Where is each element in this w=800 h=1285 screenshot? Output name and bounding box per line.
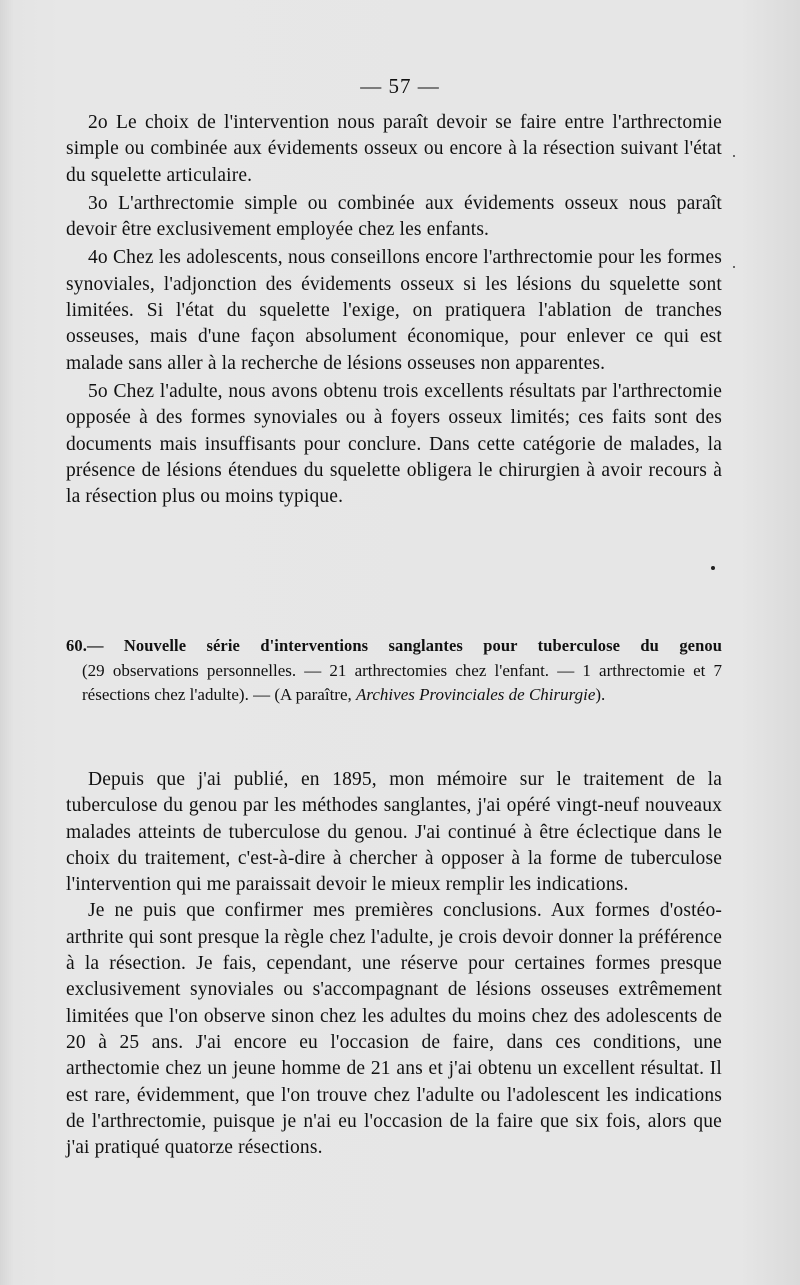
stray-dot-mark bbox=[711, 566, 715, 570]
page-number: — 57 — bbox=[360, 74, 440, 98]
conclusion-paragraph-4: 4o Chez les adolescents, nous conseillons encore l'arthrectomie pour les formes synoviales, l'adjonction des évidements osseux si les lésions du squelette sont limitées. Si l'état du squelette l'exige, on pratiquera l'ablation de tranches osseuses, mais d'une façon absolument économique, pour enlever ce qui est malade sans aller à la recherche de lésions osseuses non apparentes. bbox=[66, 247, 722, 374]
conclusion-paragraph-3: 3o L'arthrectomie simple ou combinée aux évidements osseux nous paraît devoir être exclusivement employée chez les enfants. bbox=[66, 192, 722, 241]
entry-number: 60. bbox=[66, 636, 87, 655]
body-section bbox=[66, 767, 722, 1161]
conclusion-paragraph-2: 2o Le choix de l'intervention nous paraît devoir se faire entre l'arthrectomie simple ou combinée aux évidements osseux ou encore à la résection suivant l'état du squelette articulaire. bbox=[66, 112, 722, 186]
body-paragraph: Depuis que j'ai publié, en 1895, mon mémoire sur le traitement de la tuberculose du genou par les méthodes sanglantes, j'ai opéré vingt-neuf nouveaux malades atteints de tuberculose du genou. J'ai continué à être éclectique dans le choix du traitement, c'est-à-dire à chercher à opposer à la forme de tuberculose l'intervention qui me paraissait devoir le mieux remplir les indications. bbox=[66, 769, 722, 896]
entry-heading bbox=[66, 634, 722, 659]
entry-journal: Archives Provinciales de Chirurgie bbox=[356, 685, 596, 705]
conclusion-paragraph-5: 5o Chez l'adulte, nous avons obtenu trois excellents résultats par l'arthrectomie opposée à des formes synoviales ou à foyers osseux limités; ces faits sont des documents mais insuffisants pour conclure. Dans cette catégorie de malades, la présence de lésions étendues du squelette obligera le chirurgien à avoir recours à la résection plus ou moins typique. bbox=[66, 380, 722, 508]
entry-title: — Nouvelle série d'interventions sanglantes pour tuberculose du genou bbox=[86, 636, 722, 655]
bibliography-entry bbox=[66, 634, 722, 708]
entry-details bbox=[66, 659, 722, 708]
entry-detail-end: ). bbox=[595, 685, 606, 705]
margin-speck bbox=[733, 266, 735, 268]
margin-speck bbox=[733, 155, 735, 157]
body-paragraph: Je ne puis que confirmer mes premières conclusions. Aux formes d'ostéo-arthrite qui sont presque la règle chez l'adulte, je crois devoir donner la préférence à la résection. Je fais, cependant, une réserve pour certaines formes presque exclusivement synoviales ou s'accompagnant de lésions osseuses extrêmement limitées que l'on observe sinon chez les adultes du moins chez des adolescents de 20 à 25 ans. J'ai encore eu l'occasion de faire, dans ces conditions, une arthectomie chez un jeune homme de 21 ans et j'ai obtenu un excellent résultat. Il est rare, évidemment, que l'on trouve chez l'adulte ou l'adolescent les indications de l'arthrectomie, puisque je n'ai eu l'occasion de la faire que six fois, alors que j'ai pratiqué quatorze résections. bbox=[66, 900, 722, 1159]
conclusions-section bbox=[66, 110, 722, 510]
entry-detail-start: (29 observations personnelles. — 21 arthrectomies chez l'enfant. — 1 arthrectomie et 7 résections chez l'adulte). — (A paraître, bbox=[82, 660, 722, 705]
